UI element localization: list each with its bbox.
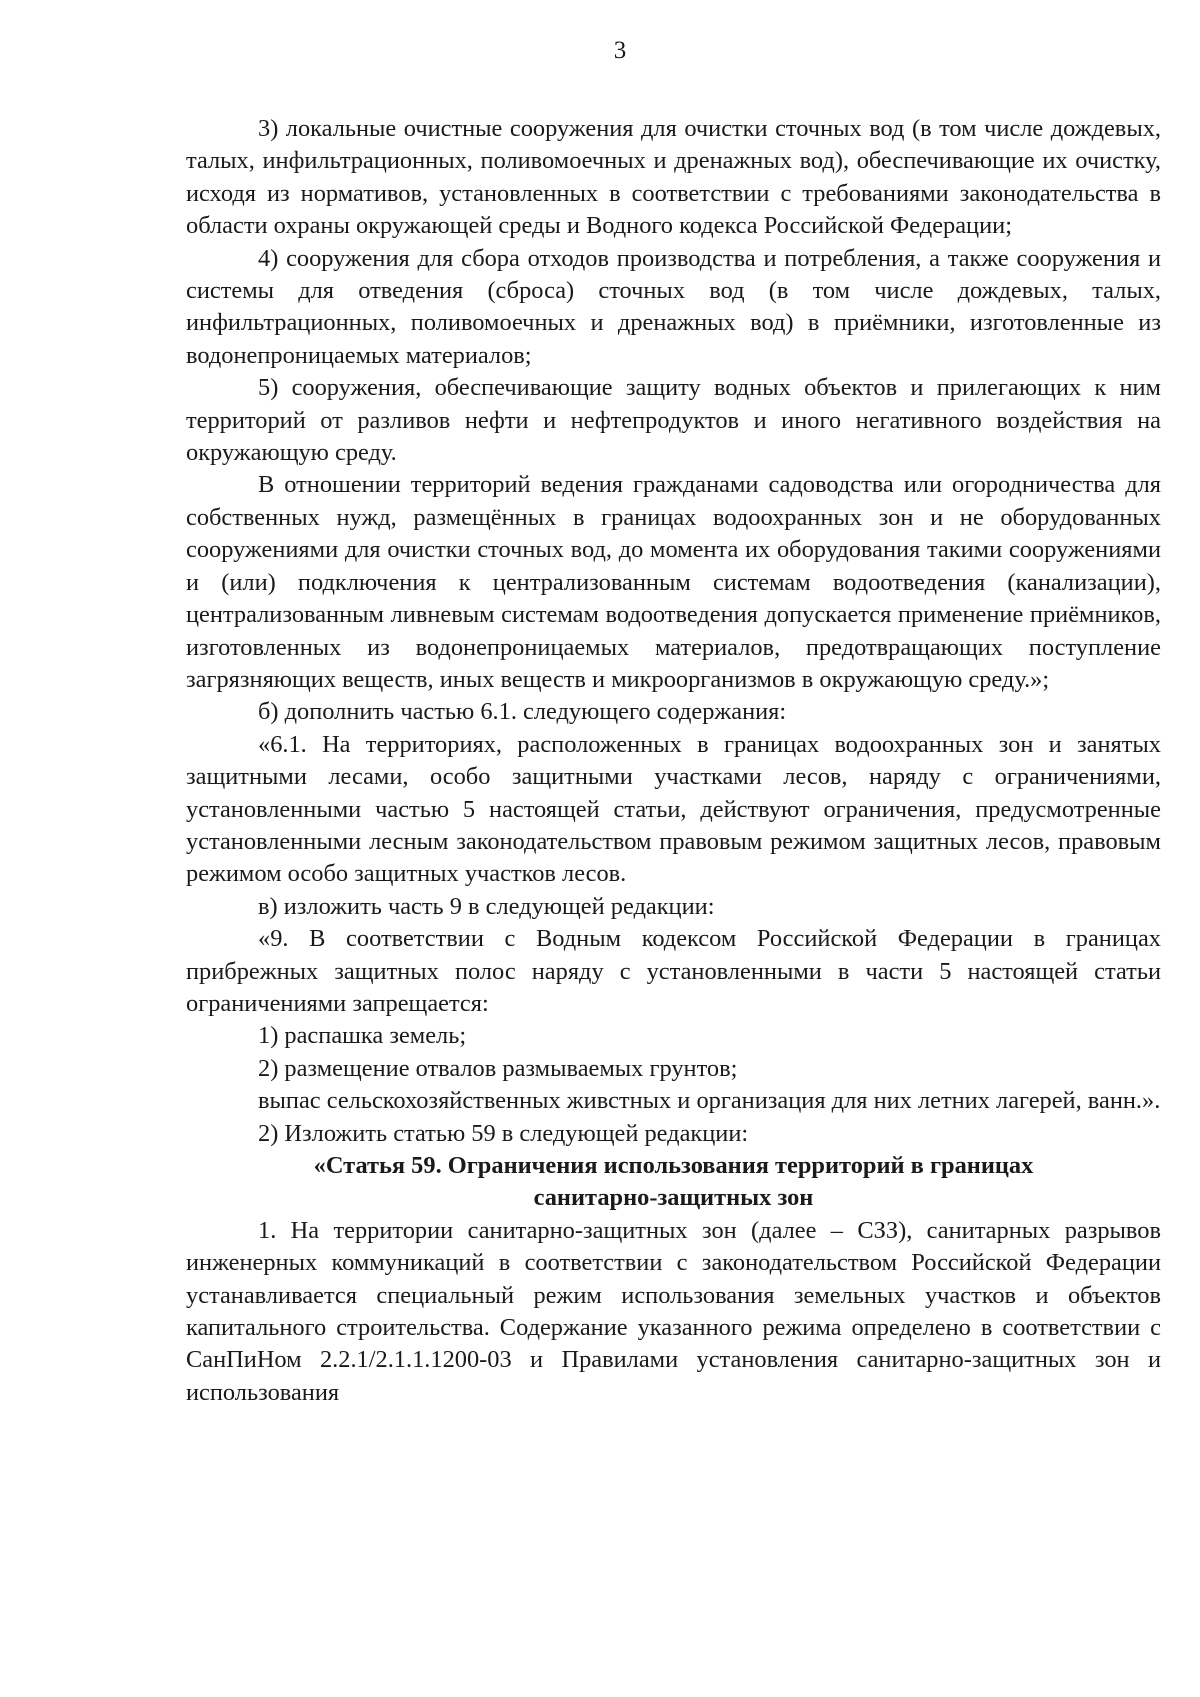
article-59-heading-line-1: «Статья 59. Ограничения использования территорий в границах [313, 1152, 1034, 1179]
paragraph-article-59-instruction: 2) Изложить статью 59 в следующей редакции: [258, 1119, 749, 1147]
paragraph-part-6-1: «6.1. На территориях, расположенных в границах водоохранных зон и занятых защитными лесами, особо защитными участками лесов, наряду с ограничениями, установленными частью 5 настоящей статьи, действуют ограничения, предусмотренные установленными лесным законодательством правовым режимом защитных лесов, правовым режимом особо защитных участков лесов. [186, 730, 1161, 888]
page-number: 3 [613, 37, 627, 64]
paragraph-list-item-1: 1) распашка земель; [258, 1022, 467, 1050]
paragraph-item-5-protection-facilities: 5) сооружения, обеспечивающие защиту водных объектов и прилегающих к ним территорий от разливов нефти и нефтепродуктов и иного негативного воздействия на окружающую среду. [186, 374, 1161, 467]
paragraph-list-item-2: 2) размещение отвалов размываемых грунтов; [258, 1054, 738, 1082]
paragraph-item-4-waste-facilities: 4) сооружения для сбора отходов производства и потребления, а также сооружения и системы для отведения (сброса) сточных вод (в том числе дождевых, талых, инфильтрационных, поливомоечных и дренажных вод) в приёмники, изготовленные из водонепроницаемых материалов; [186, 244, 1161, 369]
paragraph-item-3-treatment-facilities: 3) локальные очистные сооружения для очистки сточных вод (в том числе дождевых, талых, инфильтрационных, поливомоечных и дренажных вод), обеспечивающие их очистку, исходя из нормативов, установленных в соответствии с требованиями законодательства в области охраны окружающей среды и Водного кодекса Российской Федерации; [186, 115, 1161, 240]
paragraph-article-59-part-1: 1. На территории санитарно-защитных зон (далее – СЗЗ), санитарных разрывов инженерных коммуникаций в соответствии с законодательством Российской Федерации устанавливается специальный режим использования земельных участков и объектов капитального строительства. Содержание указанного режима определено в соответствии с СанПиНом 2.2.1/2.1.1.1200-03 и Правилами установления санитарно-защитных зон и использования [186, 1216, 1161, 1406]
paragraph-amendment-b: б) дополнить частью 6.1. следующего содержания: [258, 698, 787, 726]
article-59-heading [186, 1150, 1161, 1215]
document-body [186, 113, 1161, 1409]
article-59-heading-line-2: санитарно-защитных зон [533, 1184, 814, 1212]
paragraph-part-9: «9. В соответствии с Водным кодексом Российской Федерации в границах прибрежных защитных полос наряду с установленными в части 5 настоящей статьи ограничениями запрещается: [186, 925, 1161, 1017]
paragraph-grazing: выпас сельскохозяйственных живстных и организация для них летних лагерей, ванн.». [258, 1087, 1161, 1115]
paragraph-amendment-v: в) изложить часть 9 в следующей редакции: [258, 892, 715, 920]
paragraph-gardening-territories: В отношении территорий ведения гражданами садоводства или огородничества для собственных нужд, размещённых в границах водоохранных зон и не оборудованных сооружениями для очистки сточных вод, до момента их оборудования такими сооружениями и (или) подключения к централизованным системам водоотведения (канализации), централизованным ливневым системам водоотведения допускается применение приёмников, изготовленных из водонепроницаемых материалов, предотвращающих поступление загрязняющих веществ, иных веществ и микроорганизмов в окружающую среду.»; [186, 471, 1161, 693]
